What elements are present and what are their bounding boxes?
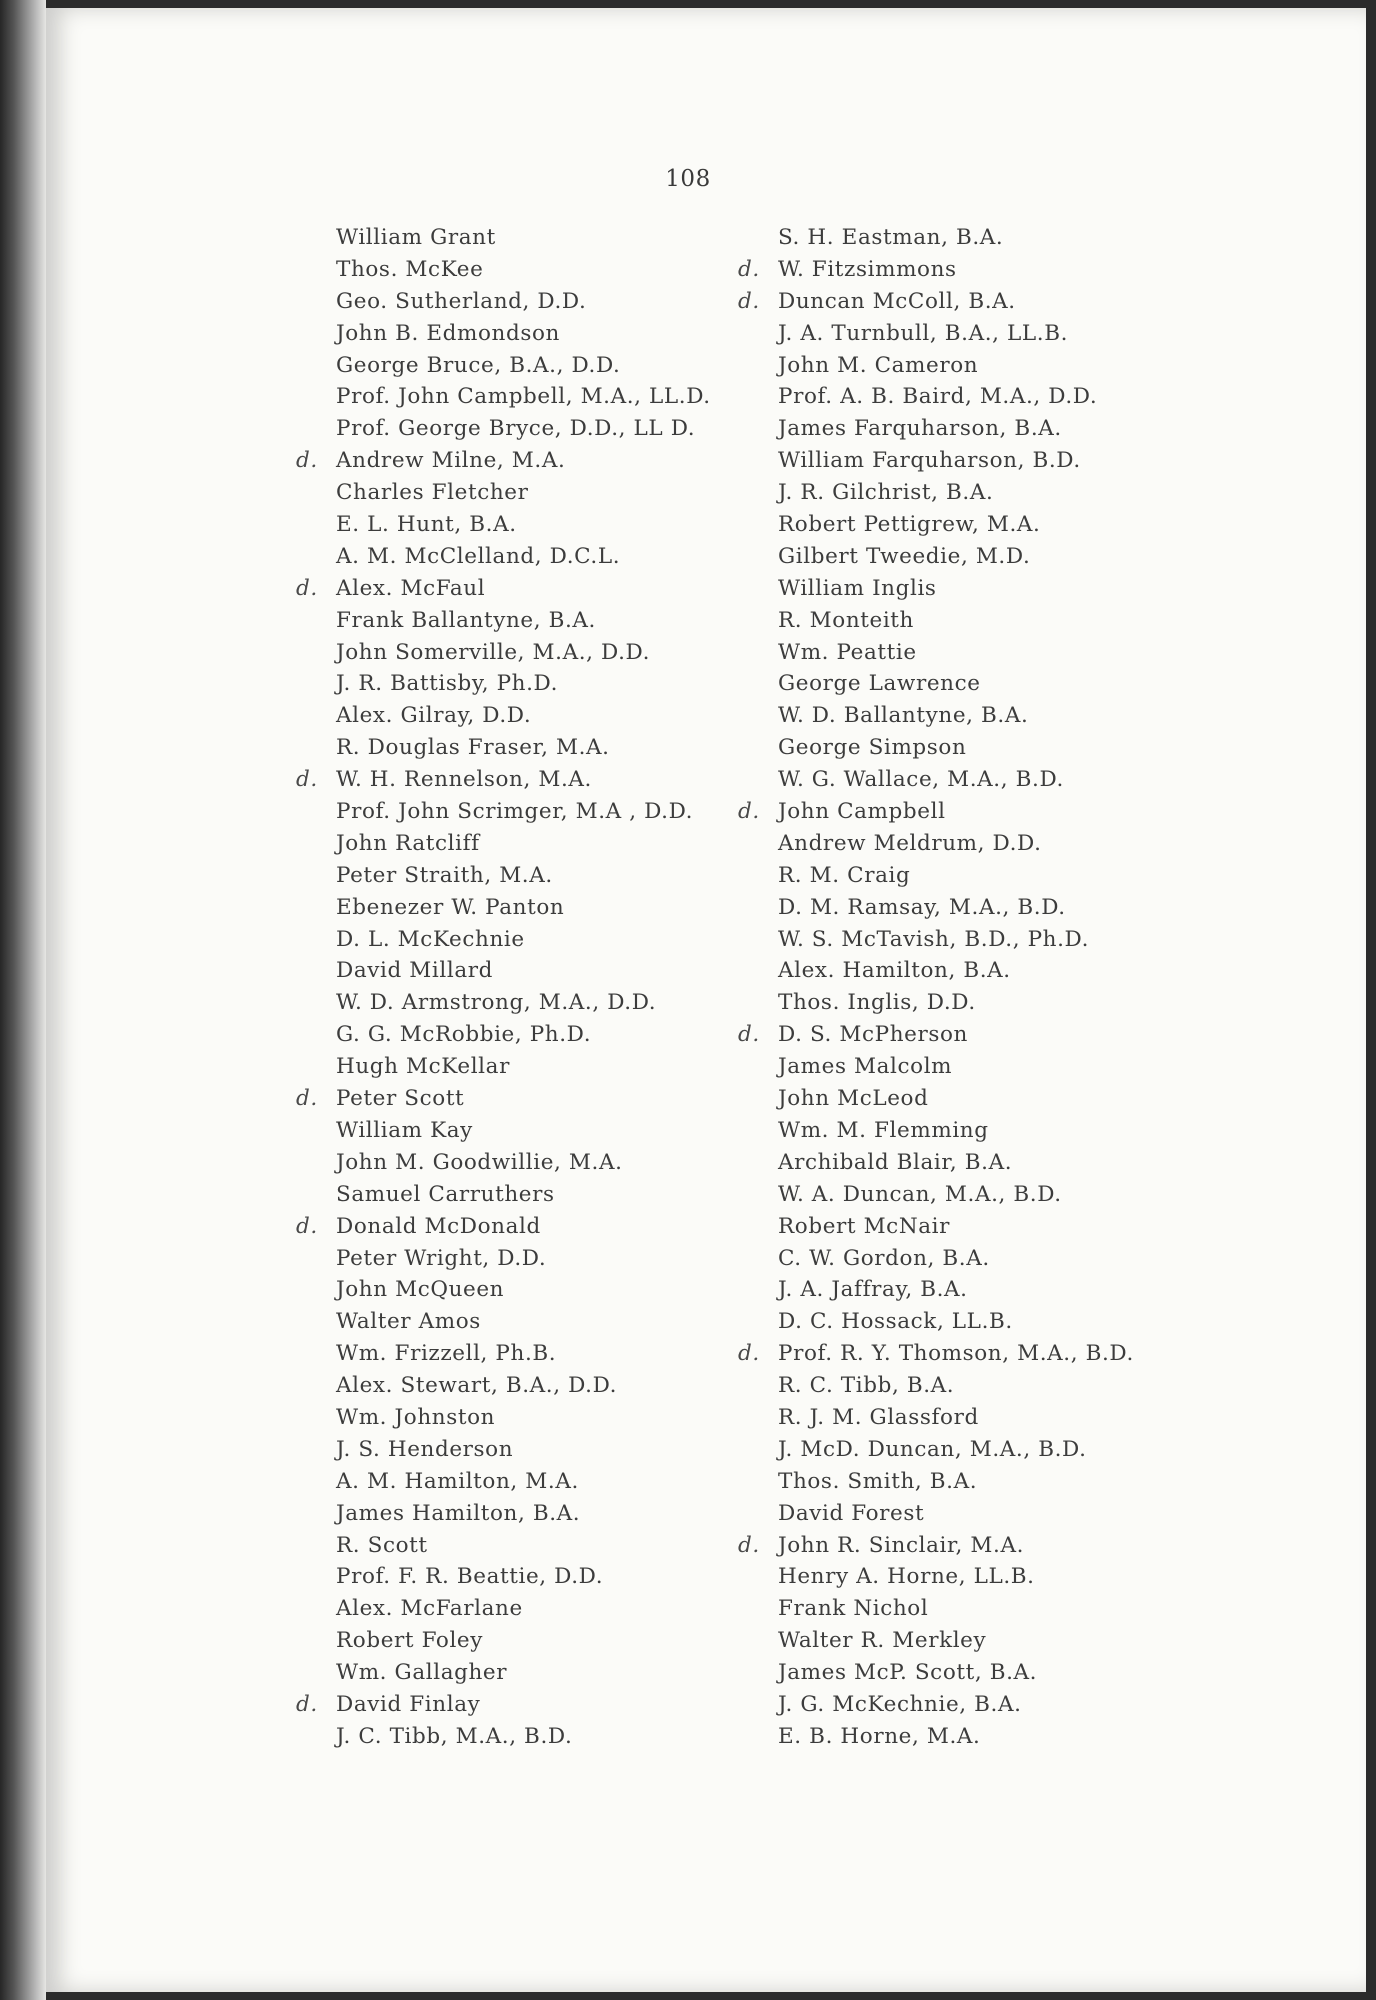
name-entry — [292, 1243, 732, 1275]
entry-name: Walter R. Merkley — [778, 1628, 987, 1654]
entry-name: E. B. Horne, M.A. — [778, 1723, 981, 1749]
deceased-marker: d. — [738, 1022, 760, 1048]
name-entry — [292, 445, 732, 477]
deceased-marker: d. — [738, 1532, 760, 1558]
entry-name: Thos. Smith, B.A. — [778, 1468, 978, 1494]
entry-name: Donald McDonald — [336, 1213, 541, 1239]
entry-name: George Bruce, B.A., D.D. — [336, 352, 621, 378]
name-entry — [292, 1179, 732, 1211]
entry-name: Peter Wright, D.D. — [336, 1245, 547, 1271]
entry-name: John Ratcliff — [336, 830, 480, 856]
entry-name: R. Monteith — [778, 607, 914, 633]
entry-name: Robert Foley — [336, 1628, 484, 1654]
name-entry — [292, 350, 732, 382]
name-entry — [734, 1179, 1194, 1211]
entry-name: John B. Edmondson — [336, 320, 560, 346]
entry-name: J. A. Jaffray, B.A. — [778, 1277, 968, 1303]
name-entry — [734, 477, 1194, 509]
name-entry — [292, 1051, 732, 1083]
entry-name: J. R. Battisby, Ph.D. — [336, 671, 559, 697]
page-number: 108 — [665, 166, 711, 192]
name-entry — [292, 637, 732, 669]
name-entry — [734, 605, 1194, 637]
name-entry — [292, 1561, 732, 1593]
name-entry — [292, 1019, 732, 1051]
name-entry — [734, 796, 1194, 828]
name-entry — [734, 541, 1194, 573]
name-entry — [734, 1115, 1194, 1147]
entry-name: William Kay — [336, 1117, 473, 1143]
entry-name: Wm. Peattie — [778, 639, 917, 665]
name-entry — [734, 1338, 1194, 1370]
name-entry — [734, 381, 1194, 413]
name-entry — [734, 1593, 1194, 1625]
entry-name: Frank Ballantyne, B.A. — [336, 607, 596, 633]
entry-name: Andrew Milne, M.A. — [336, 448, 566, 474]
name-entry — [292, 1721, 732, 1753]
entry-name: Archibald Blair, B.A. — [778, 1149, 1013, 1175]
name-entry — [292, 1402, 732, 1434]
entry-name: J. S. Henderson — [336, 1436, 514, 1462]
name-entry — [292, 286, 732, 318]
entry-name: James McP. Scott, B.A. — [778, 1660, 1038, 1686]
entry-name: J. A. Turnbull, B.A., LL.B. — [778, 320, 1069, 346]
name-entry — [292, 1274, 732, 1306]
name-entry — [292, 1147, 732, 1179]
entry-name: D. M. Ramsay, M.A., B.D. — [778, 894, 1066, 920]
entry-name: R. Douglas Fraser, M.A. — [336, 735, 610, 761]
entry-name: Peter Straith, M.A. — [336, 862, 553, 888]
entry-name: James Farquharson, B.A. — [778, 416, 1062, 442]
entry-name: E. L. Hunt, B.A. — [336, 512, 517, 538]
entry-name: Andrew Meldrum, D.D. — [778, 830, 1042, 856]
name-entry — [292, 1689, 732, 1721]
entry-name: David Finlay — [336, 1691, 481, 1717]
entry-name: R. C. Tibb, B.A. — [778, 1373, 955, 1399]
name-entry — [734, 860, 1194, 892]
name-entry — [734, 413, 1194, 445]
deceased-marker: d. — [296, 1086, 318, 1112]
name-entry — [292, 222, 732, 254]
name-entry — [734, 1498, 1194, 1530]
name-entry — [734, 286, 1194, 318]
name-entry — [734, 1530, 1194, 1562]
name-entry — [734, 892, 1194, 924]
entry-name: Wm. M. Flemming — [778, 1117, 989, 1143]
deceased-marker: d. — [296, 1691, 318, 1717]
entry-name: John Campbell — [778, 799, 946, 825]
entry-name: Alex. Hamilton, B.A. — [778, 958, 1011, 984]
name-entry — [734, 222, 1194, 254]
entry-name: Duncan McColl, B.A. — [778, 288, 1016, 314]
entry-name: Prof. George Bryce, D.D., LL D. — [336, 416, 696, 442]
name-entry — [292, 381, 732, 413]
entry-name: A. M. McClelland, D.C.L. — [336, 543, 621, 569]
name-entry — [292, 254, 732, 286]
entry-name: William Inglis — [778, 575, 937, 601]
entry-name: Wm. Frizzell, Ph.B. — [336, 1341, 557, 1367]
name-entry — [734, 1402, 1194, 1434]
name-entry — [734, 1019, 1194, 1051]
name-entry — [292, 1115, 732, 1147]
name-entry — [734, 1083, 1194, 1115]
entry-name: S. H. Eastman, B.A. — [778, 225, 1004, 250]
name-entry — [734, 1434, 1194, 1466]
name-entry — [292, 1530, 732, 1562]
name-entry — [734, 1243, 1194, 1275]
name-entry — [734, 445, 1194, 477]
name-entry — [292, 605, 732, 637]
name-entry — [734, 700, 1194, 732]
name-entry — [734, 764, 1194, 796]
name-entry — [292, 764, 732, 796]
name-entry — [292, 477, 732, 509]
name-entry — [734, 1689, 1194, 1721]
entry-name: John M. Cameron — [778, 352, 979, 378]
entry-name: John McLeod — [778, 1086, 929, 1112]
entry-name: D. C. Hossack, LL.B. — [778, 1309, 1013, 1335]
entry-name: Alex. Gilray, D.D. — [336, 703, 532, 729]
entry-name: Charles Fletcher — [336, 480, 529, 506]
entry-name: J. G. McKechnie, B.A. — [778, 1691, 1022, 1717]
entry-name: Peter Scott — [336, 1086, 465, 1112]
entry-name: Thos. McKee — [336, 256, 484, 282]
entry-name: John R. Sinclair, M.A. — [778, 1532, 1025, 1558]
entry-name: D. L. McKechnie — [336, 926, 525, 952]
entry-name: C. W. Gordon, B.A. — [778, 1245, 990, 1271]
entry-name: R. M. Craig — [778, 862, 911, 888]
name-entry — [734, 1561, 1194, 1593]
entry-name: D. S. McPherson — [778, 1022, 968, 1048]
name-entry — [734, 254, 1194, 286]
entry-name: G. G. McRobbie, Ph.D. — [336, 1022, 592, 1048]
right-name-column — [734, 222, 1194, 1753]
entry-name: J. C. Tibb, M.A., B.D. — [336, 1723, 573, 1749]
entry-name: Thos. Inglis, D.D. — [778, 990, 976, 1016]
entry-name: Robert McNair — [778, 1213, 951, 1239]
deceased-marker: d. — [296, 1213, 318, 1239]
name-entry — [292, 955, 732, 987]
entry-name: W. H. Rennelson, M.A. — [336, 767, 592, 793]
entry-name: David Forest — [778, 1500, 925, 1526]
deceased-marker: d. — [738, 288, 760, 314]
name-entry — [734, 509, 1194, 541]
name-entry — [734, 1466, 1194, 1498]
entry-name: William Grant — [336, 225, 496, 250]
name-entry — [734, 828, 1194, 860]
name-entry — [292, 668, 732, 700]
entry-name: W. A. Duncan, M.A., B.D. — [778, 1181, 1062, 1207]
name-entry — [734, 1211, 1194, 1243]
deceased-marker: d. — [296, 575, 318, 601]
entry-name: Prof. A. B. Baird, M.A., D.D. — [778, 384, 1098, 410]
entry-name: J. R. Gilchrist, B.A. — [778, 480, 994, 506]
name-entry — [292, 732, 732, 764]
name-entry — [734, 1051, 1194, 1083]
entry-name: W. D. Armstrong, M.A., D.D. — [336, 990, 657, 1016]
name-entry — [292, 541, 732, 573]
name-entry — [292, 1593, 732, 1625]
name-entry — [734, 668, 1194, 700]
name-entry — [734, 573, 1194, 605]
deceased-marker: d. — [738, 1341, 760, 1367]
name-entry — [292, 892, 732, 924]
entry-name: Walter Amos — [336, 1309, 481, 1335]
entry-name: Alex. McFarlane — [336, 1596, 523, 1622]
entry-name: George Lawrence — [778, 671, 981, 697]
deceased-marker: d. — [738, 256, 760, 282]
name-entry — [292, 413, 732, 445]
entry-name: Prof. John Scrimger, M.A , D.D. — [336, 799, 694, 825]
entry-name: Wm. Johnston — [336, 1404, 496, 1430]
entry-name: John M. Goodwillie, M.A. — [336, 1149, 623, 1175]
name-entry — [292, 1657, 732, 1689]
entry-name: Alex. McFaul — [336, 575, 486, 601]
entry-name: David Millard — [336, 958, 493, 984]
name-entry — [292, 1211, 732, 1243]
entry-name: James Malcolm — [778, 1054, 953, 1080]
name-entry — [292, 1370, 732, 1402]
entry-name: Prof. John Campbell, M.A., LL.D. — [336, 384, 711, 410]
name-entry — [734, 637, 1194, 669]
name-entry — [292, 1434, 732, 1466]
deceased-marker: d. — [296, 767, 318, 793]
left-name-column — [292, 222, 732, 1753]
name-entry — [734, 1657, 1194, 1689]
entry-name: W. Fitzsimmons — [778, 256, 957, 282]
entry-name: Robert Pettigrew, M.A. — [778, 512, 1041, 538]
entry-name: Samuel Carruthers — [336, 1181, 555, 1207]
entry-name: W. D. Ballantyne, B.A. — [778, 703, 1029, 729]
entry-name: Ebenezer W. Panton — [336, 894, 565, 920]
name-entry — [292, 828, 732, 860]
name-entry — [292, 987, 732, 1019]
name-entry — [292, 1466, 732, 1498]
entry-name: Alex. Stewart, B.A., D.D. — [336, 1373, 618, 1399]
name-entry — [292, 1625, 732, 1657]
name-entry — [734, 318, 1194, 350]
entry-name: Prof. F. R. Beattie, D.D. — [336, 1564, 604, 1590]
name-entry — [292, 1338, 732, 1370]
entry-name: Wm. Gallagher — [336, 1660, 508, 1686]
name-entry — [734, 1274, 1194, 1306]
entry-name: A. M. Hamilton, M.A. — [336, 1468, 579, 1494]
entry-name: John Somerville, M.A., D.D. — [336, 639, 651, 665]
name-entry — [734, 1147, 1194, 1179]
entry-name: W. G. Wallace, M.A., B.D. — [778, 767, 1064, 793]
entry-name: Frank Nichol — [778, 1596, 929, 1622]
entry-name: W. S. McTavish, B.D., Ph.D. — [778, 926, 1090, 952]
name-entry — [292, 1083, 732, 1115]
name-entry — [734, 924, 1194, 956]
name-entry — [292, 1306, 732, 1338]
name-entry — [734, 1625, 1194, 1657]
name-entry — [292, 318, 732, 350]
name-entry — [292, 700, 732, 732]
entry-name: J. McD. Duncan, M.A., B.D. — [778, 1436, 1087, 1462]
entry-name: Hugh McKellar — [336, 1054, 510, 1080]
name-entry — [734, 955, 1194, 987]
entry-name: George Simpson — [778, 735, 967, 761]
name-entry — [292, 796, 732, 828]
name-entry — [734, 987, 1194, 1019]
name-entry — [292, 1498, 732, 1530]
name-entry — [734, 1306, 1194, 1338]
entry-name: James Hamilton, B.A. — [336, 1500, 581, 1526]
page-edge — [0, 0, 46, 2000]
entry-name: William Farquharson, B.D. — [778, 448, 1081, 474]
entry-name: John McQueen — [336, 1277, 505, 1303]
entry-name: Prof. R. Y. Thomson, M.A., B.D. — [778, 1341, 1134, 1367]
name-entry — [734, 732, 1194, 764]
entry-name: R. J. M. Glassford — [778, 1404, 979, 1430]
entry-name: R. Scott — [336, 1532, 428, 1558]
name-entry — [292, 924, 732, 956]
name-entry — [292, 509, 732, 541]
deceased-marker: d. — [296, 448, 318, 474]
name-entry — [292, 573, 732, 605]
entry-name: Henry A. Horne, LL.B. — [778, 1564, 1035, 1590]
deceased-marker: d. — [738, 799, 760, 825]
name-entry — [734, 350, 1194, 382]
name-entry — [734, 1721, 1194, 1753]
entry-name: Gilbert Tweedie, M.D. — [778, 543, 1031, 569]
entry-name: Geo. Sutherland, D.D. — [336, 288, 587, 314]
name-entry — [734, 1370, 1194, 1402]
name-entry — [292, 860, 732, 892]
